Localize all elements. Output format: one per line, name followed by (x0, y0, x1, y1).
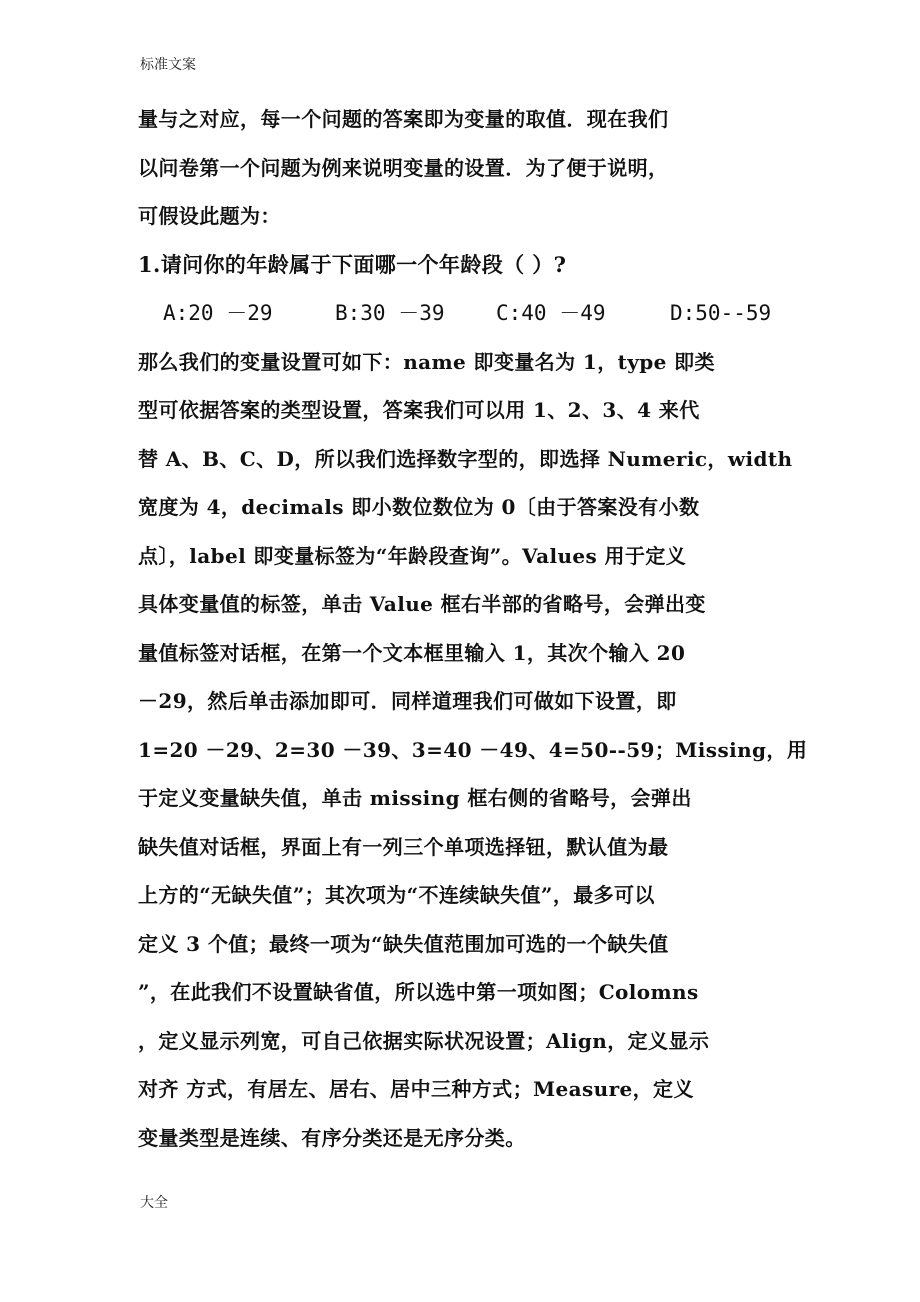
text-line: 那么我们的变量设置可如下：name 即变量名为 1，type 即类 (138, 349, 715, 374)
question-line: 1.请问你的年龄属于下面哪一个年龄段（ ）? (138, 251, 567, 277)
text-line: 具体变量值的标签，单击 Value 框右半部的省略号，会弹出变 (138, 592, 706, 616)
text-line: 1=20 －29、2=30 －39、3=40 －49、4=50--59；Missing，用 (138, 737, 808, 762)
option-c: C:40 －49 (496, 301, 606, 325)
text-line: 宽度为 4，decimals 即小数位数位为 0〔由于答案没有小数 (138, 495, 700, 519)
text-line: 以问卷第一个问题为例来说明变量的设置．为了便于说明， (138, 155, 669, 180)
text-line: 缺失值对话框，界面上有一列三个单项选择钮，默认值为最 (138, 834, 669, 859)
answer-options (138, 289, 788, 338)
text-line: 量值标签对话框，在第一个文本框里输入 1，其次个输入 20 (138, 640, 686, 665)
text-line: 对齐 方式，有居左、居右、居中三种方式；Measure，定义 (138, 1077, 694, 1101)
option-d: D:50--59 (670, 301, 772, 325)
body-text (138, 95, 808, 1162)
text-line: 于定义变量缺失值，单击 missing 框右侧的省略号，会弹出 (138, 786, 692, 810)
text-line: 可假设此题为： (138, 204, 281, 228)
text-line: ，定义显示列宽，可自己依据实际状况设置；Align，定义显示 (138, 1028, 710, 1053)
text-line: 变量类型是连续、有序分类还是无序分类。 (138, 1125, 526, 1150)
text-line: 型可依据答案的类型设置，答案我们可以用 1、2、3、4 来代 (138, 398, 700, 422)
text-line: 定义 3 个值；最终一项为“缺失值范围加可选的一个缺失值 (138, 931, 669, 956)
text-line: 点〕，label 即变量标签为“年龄段查询”。Values 用于定义 (138, 543, 687, 568)
page-header: 标准文案 (140, 57, 196, 73)
option-a: A:20 －29 (163, 301, 273, 325)
text-line: －29，然后单击添加即可．同样道理我们可做如下设置，即 (138, 689, 677, 713)
text-line: ”，在此我们不设置缺省值，所以选中第一项如图；Colomns (138, 980, 699, 1004)
text-line: 上方的“无缺失值”；其次项为“不连续缺失值”，最多可以 (138, 883, 655, 907)
text-line: 替 A、B、C、D，所以我们选择数字型的，即选择 Numeric，width (138, 446, 793, 471)
text-line: 量与之对应，每一个问题的答案即为变量的取值．现在我们 (138, 107, 669, 131)
page-footer: 大全 (140, 1195, 168, 1211)
option-b: B:30 －39 (335, 301, 445, 325)
